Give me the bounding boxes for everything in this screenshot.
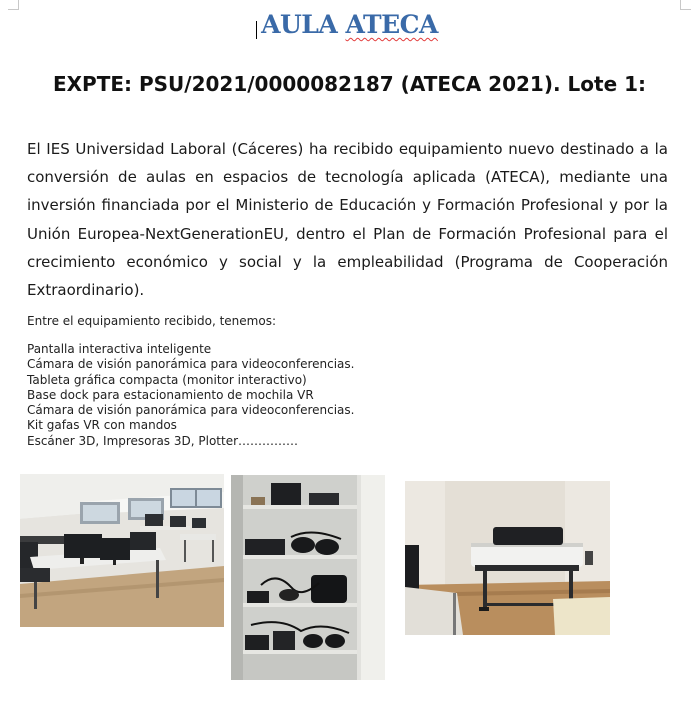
list-item: Escáner 3D, Impresoras 3D, Plotter…………… (27, 433, 299, 448)
body-paragraph: El IES Universidad Laboral (Cáceres) ha recibido equipamiento nuevo destinado a la conversión de aulas en espacios de tecnología aplicada (ATECA), mediante una inversión financiada por el Ministerio de Educación y Formación Profesional y por la Unión Europea-NextGenerationEU, dentro el Plan de Formación Profesional para el crecimiento económico y social y la empleabilidad (Programa de Cooperación Extraordinario). (27, 140, 668, 300)
equipment-list (27, 342, 354, 449)
list-item: Pantalla interactiva inteligente (27, 342, 212, 356)
list-item: Cámara de visión panorámica para videoconferencias. (27, 403, 355, 418)
document-title (0, 10, 699, 39)
classroom-photo (20, 474, 224, 627)
expte-heading: EXPTE: PSU/2021/0000082187 (ATECA 2021). Lote 1: (52, 72, 647, 96)
page-corner-mark-right (680, 0, 691, 10)
list-item: Kit gafas VR con mandos (27, 418, 177, 433)
list-item: Base dock para estacionamiento de mochila VR (27, 387, 314, 402)
equipment-intro: Entre el equipamiento recibido, tenemos: (27, 314, 276, 328)
title-word-ateca: ATECA (345, 10, 438, 39)
list-item: Tableta gráfica compacta (monitor interactivo) (27, 372, 307, 387)
list-item: Cámara de visión panorámica para videoconferencias. (27, 357, 355, 372)
title-prefix: AULA (261, 10, 346, 39)
page-corner-mark-left (8, 0, 19, 10)
plotter-photo (405, 481, 610, 635)
cabinet-photo (231, 475, 385, 680)
